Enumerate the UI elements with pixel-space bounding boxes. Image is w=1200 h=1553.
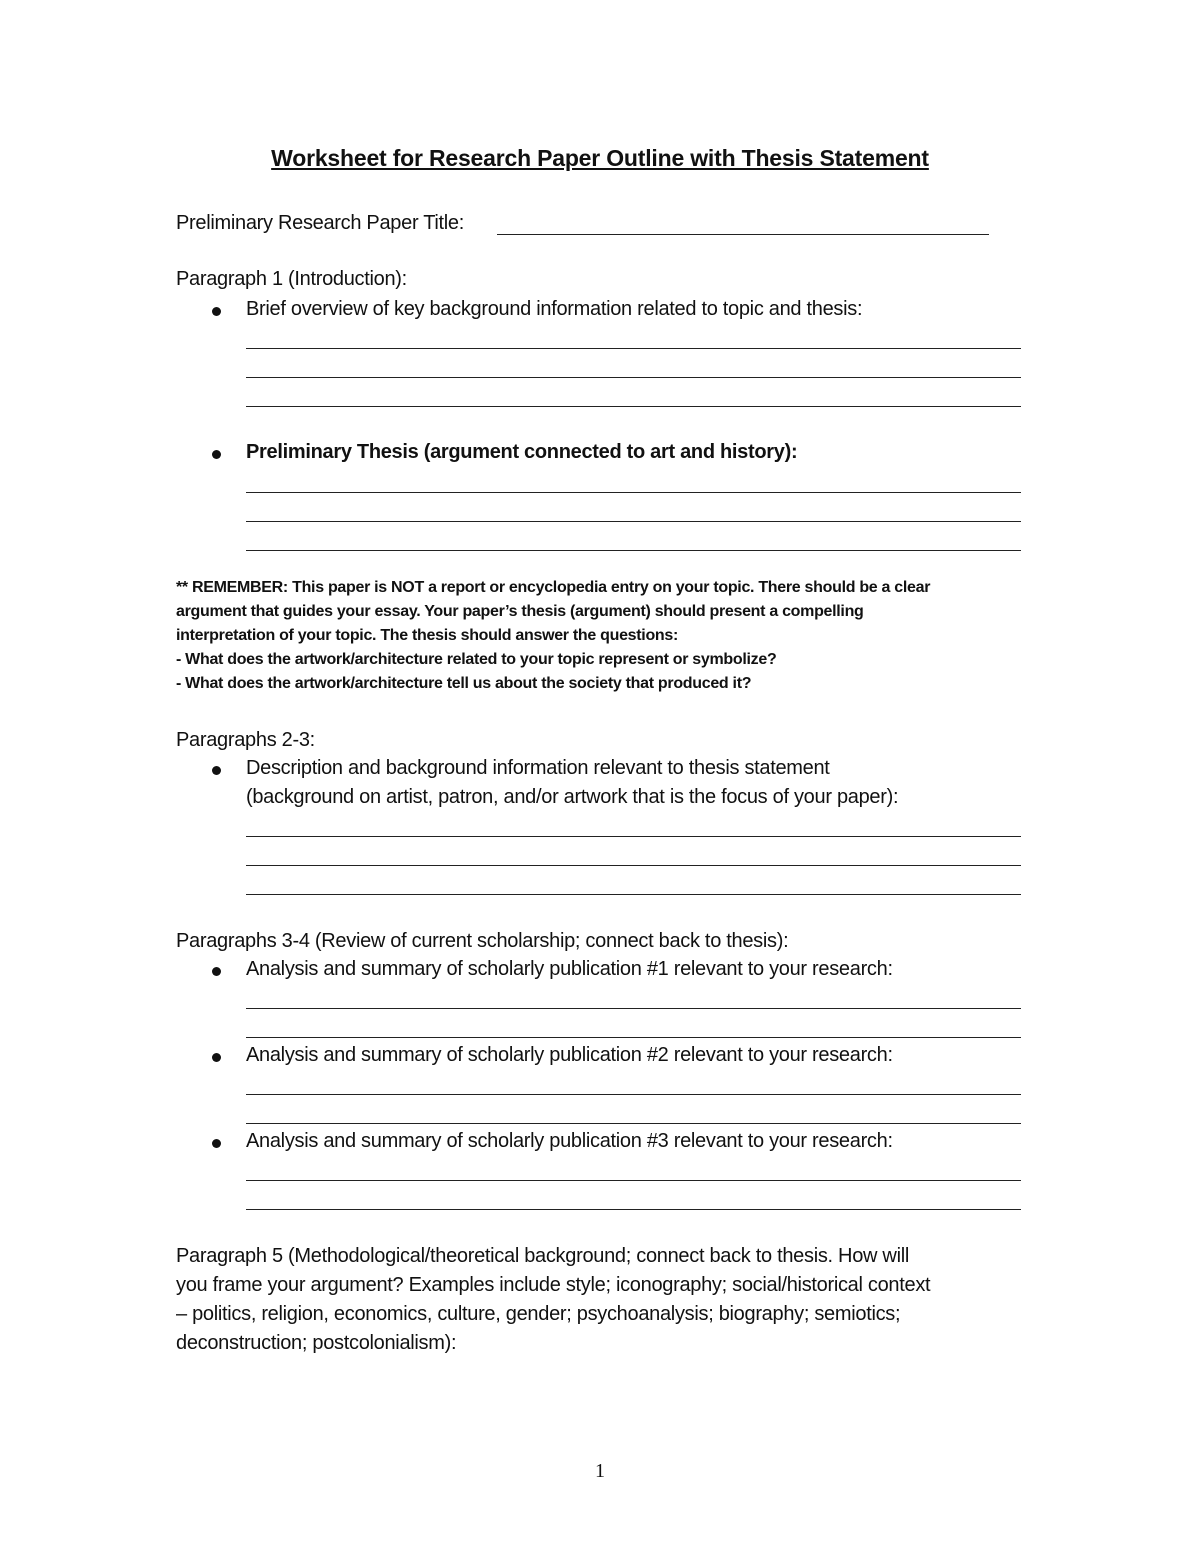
title-field-label: Preliminary Research Paper Title: (176, 212, 464, 234)
reminder-note-line: argument that guides your essay. Your paper’s thesis (argument) should present a compelling (176, 603, 864, 620)
bullet-icon (212, 450, 221, 459)
answer-line[interactable] (246, 865, 1021, 866)
bullet-icon (212, 1139, 221, 1148)
title-answer-line[interactable] (497, 234, 989, 235)
answer-line[interactable] (246, 492, 1021, 493)
answer-line[interactable] (246, 377, 1021, 378)
page-number: 1 (595, 1460, 605, 1482)
p5-text-line: you frame your argument? Examples include style; iconography; social/historical context (176, 1274, 931, 1296)
p23-heading: Paragraphs 2-3: (176, 729, 315, 751)
p5-text-line: Paragraph 5 (Methodological/theoretical background; connect back to thesis. How will (176, 1245, 909, 1267)
answer-line[interactable] (246, 550, 1021, 551)
answer-line[interactable] (246, 836, 1021, 837)
p34-bullet-publication-3: Analysis and summary of scholarly publication #3 relevant to your research: (246, 1130, 893, 1152)
p23-bullet-line: (background on artist, patron, and/or artwork that is the focus of your paper): (246, 786, 899, 808)
intro-bullet-background: Brief overview of key background information related to topic and thesis: (246, 298, 863, 320)
bullet-icon (212, 967, 221, 976)
intro-bullet-thesis: Preliminary Thesis (argument connected to art and history): (246, 441, 798, 463)
p5-text-line: deconstruction; postcolonialism): (176, 1332, 457, 1354)
answer-line[interactable] (246, 894, 1021, 895)
bullet-icon (212, 307, 221, 316)
answer-line[interactable] (246, 521, 1021, 522)
p23-bullet-line: Description and background information relevant to thesis statement (246, 757, 830, 779)
bullet-icon (212, 766, 221, 775)
bullet-icon (212, 1053, 221, 1062)
answer-line[interactable] (246, 406, 1021, 407)
answer-line[interactable] (246, 1094, 1021, 1095)
answer-line[interactable] (246, 1123, 1021, 1124)
reminder-note-line: ** REMEMBER: This paper is NOT a report or encyclopedia entry on your topic. There should be a clear (176, 579, 931, 596)
answer-line[interactable] (246, 1037, 1021, 1038)
reminder-note-line: interpretation of your topic. The thesis should answer the questions: (176, 627, 679, 644)
p34-bullet-publication-2: Analysis and summary of scholarly publication #2 relevant to your research: (246, 1044, 893, 1066)
p34-heading: Paragraphs 3-4 (Review of current scholarship; connect back to thesis): (176, 930, 789, 952)
p5-text-line: – politics, religion, economics, culture, gender; psychoanalysis; biography; semiotics; (176, 1303, 901, 1325)
worksheet-title: Worksheet for Research Paper Outline with Thesis Statement (271, 145, 929, 171)
answer-line[interactable] (246, 1209, 1021, 1210)
answer-line[interactable] (246, 1180, 1021, 1181)
p34-bullet-publication-1: Analysis and summary of scholarly publication #1 relevant to your research: (246, 958, 893, 980)
reminder-note-question: - What does the artwork/architecture related to your topic represent or symbolize? (176, 651, 777, 668)
reminder-note-question: - What does the artwork/architecture tell us about the society that produced it? (176, 675, 752, 692)
answer-line[interactable] (246, 348, 1021, 349)
answer-line[interactable] (246, 1008, 1021, 1009)
intro-heading: Paragraph 1 (Introduction): (176, 268, 407, 290)
